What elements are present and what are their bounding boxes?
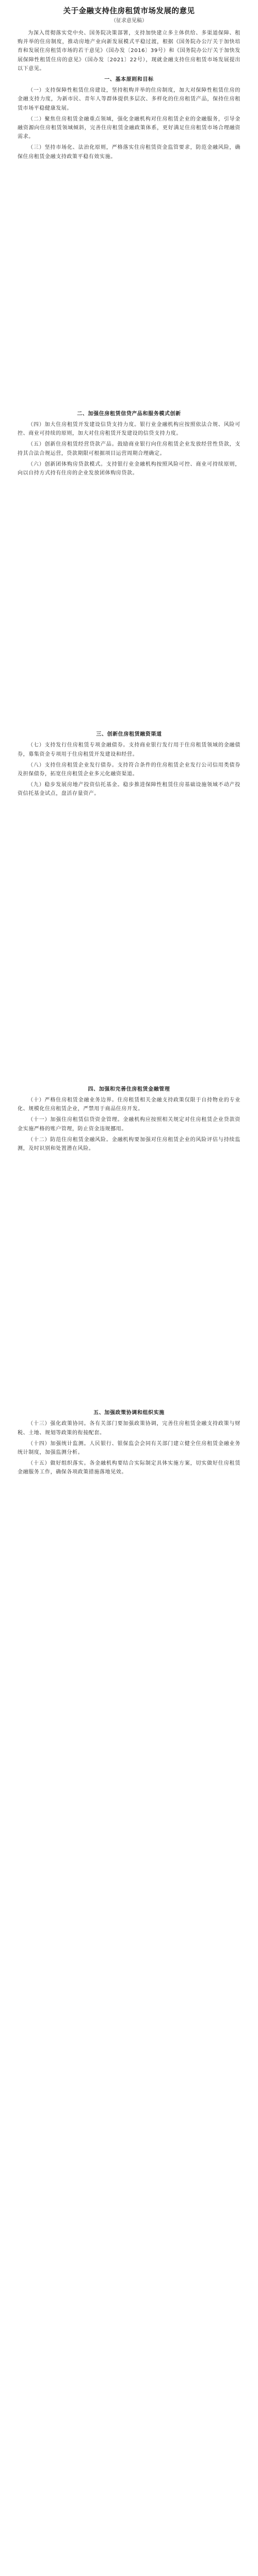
paragraph: （十二）防范住房租赁金融风险。金融机构要加强对住房租赁企业的风险评估与持续监测，及时识别和处置潜在风险。 <box>18 1137 240 1151</box>
paragraph: （六）创新团体购房贷款模式。支持银行业金融机构按照风险可控、商业可持续原则，向以自持方式持有住房的企业发放团体购房贷款。 <box>18 461 240 477</box>
paragraph: （二）聚焦住房租赁金融重点领域，强化金融机构对住房租赁企业的金融服务，引导金融资源向住房租赁领域倾斜，完善住房租赁金融政策体系，更好满足住房租赁市场合理融资需求。 <box>18 116 240 140</box>
paragraph: （八）支持住房租赁企业发行债券。支持符合条件的住房租赁企业发行公司信用类债券及担保债券，拓宽住房租赁企业多元化融资渠道。 <box>18 762 240 777</box>
section-4 <box>18 1085 240 1153</box>
section-heading: 五、加强政策协调和组织实施 <box>93 1410 165 1416</box>
paragraph: （十四）加强统计监测。人民银行、银保监会会同有关部门建立健全住房租赁金融业务统计制度，加强监测分析。 <box>18 1440 240 1455</box>
paragraph: （十一）加强住房租赁信贷资金管理。金融机构应按照相关规定对住房租赁企业贷款资金实施严格的账户管理，防止资金违规挪用。 <box>18 1117 240 1132</box>
section-heading: 三、创新住房租赁融资渠道 <box>96 732 162 738</box>
paragraph: （九）稳步发展房地产投资信托基金。稳步推进保障性租赁住房基础设施领域不动产投资信托基金试点，盘活存量资产。 <box>18 782 240 797</box>
document-subtitle: （征求意见稿） <box>111 18 147 24</box>
page-spacer <box>18 1155 240 1409</box>
section-heading: 四、加强和完善住房租赁金融管理 <box>88 1086 170 1092</box>
page-spacer <box>18 163 240 410</box>
section-2 <box>18 410 240 478</box>
paragraph: （三）坚持市场化、法治化原则，严格落实住房租赁资金监管要求，防范金融风险，确保住房租赁金融支持政策平稳有效实施。 <box>18 145 240 160</box>
section-heading: 一、基本原则和目标 <box>104 77 154 83</box>
section-3 <box>18 730 240 798</box>
paragraph: （五）创新住房租赁经营贷款产品。鼓励商业银行向住房租赁企业发放经营性贷款，支持其合法合规运营，贷款期限可根据项目运营周期合理确定。 <box>18 442 240 456</box>
paragraph: （七）支持发行住房租赁专项金融债券。支持商业银行发行用于住房租赁领域的金融债券，募集资金专项用于住房租赁开发建设和经营。 <box>18 742 240 757</box>
section-1 <box>18 75 240 161</box>
paragraph: （十五）做好组织落实。各金融机构要结合实际制定具体实施方案，切实做好住房租赁金融服务工作，确保各项政策措施落地见效。 <box>18 1461 240 1476</box>
section-heading: 二、加强住房租赁信贷产品和服务模式创新 <box>77 411 181 417</box>
paragraph: （十三）强化政策协同。各有关部门要加强政策协调，完善住房租赁金融支持政策与财税、土地、规划等政策的衔接配套。 <box>18 1421 240 1436</box>
paragraph: （一）支持保障性租赁住房建设，坚持租购并举的住房制度，加大对保障性租赁住房的金融支持力度，为新市民、青年人等群体提供多层次、多样化的住房租赁产品，保持住房租赁市场平稳健康发展。 <box>18 88 240 111</box>
intro-paragraph: 为深入贯彻落实党中央、国务院决策部署，支持加快建立多主体供给、多渠道保障、租购并举的住房制度，推动房地产业向新发展模式平稳过渡，根据《国务院办公厅关于加快培育和发展住房租赁市场的若干意见》（国办发〔2016〕39号）和《国务院办公厅关于加快发展保障性租赁住房的意见》（国办发〔2021〕22号），现就金融支持住房租赁市场发展提出以下意见。 <box>18 30 240 72</box>
paragraph: （四）加大住房租赁开发建设信贷支持力度。银行业金融机构应按照依法合规、风险可控、商业可持续的原则，加大对住房租赁开发建设的信贷支持力度。 <box>18 422 240 437</box>
page-spacer <box>18 480 240 730</box>
paragraph: （十）严格住房租赁金融业务边界。住房租赁相关金融支持政策仅限于自持物业的专业化、规模化住房租赁企业，严禁用于商品住房开发。 <box>18 1097 240 1112</box>
section-5 <box>18 1409 240 1477</box>
document-title: 关于金融支持住房租赁市场发展的意见 <box>63 7 195 15</box>
page-spacer <box>18 1479 240 1730</box>
page-spacer <box>18 801 240 1085</box>
